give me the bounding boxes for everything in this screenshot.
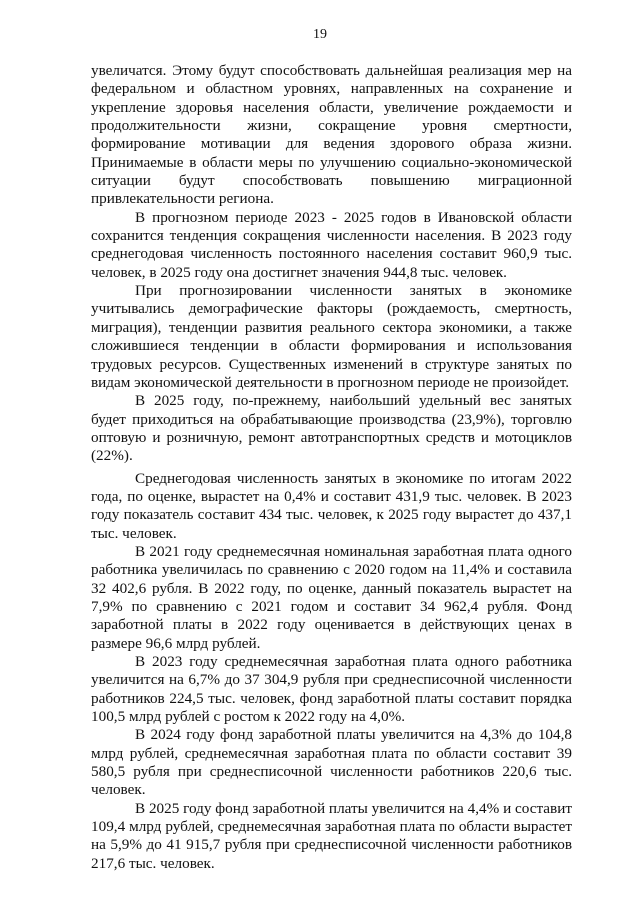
paragraph-wages-2021-2022: В 2021 году среднемесячная номинальная заработная плата одного работника увеличилась по сравнению с 2020 годом на 11,4% и составила 32 402,6 рубля. В 2022 году, по оценке, данный показатель вырастет на 7,9% по сравнению с 2021 годом и составит 34 962,4 рубля. Фонд заработной платы в 2022 году оценивается в действующих ценах в размере 96,6 млрд рублей.: [91, 542, 572, 652]
document-body: [91, 62, 572, 873]
paragraph-continuation: увеличатся. Этому будут способствовать дальнейшая реализация мер на федеральном и областном уровнях, направленных на сохранение и укрепление здоровья населения области, увеличение рождаемости и продолжительности жизни, сокращение уровня смертности, формирование мотивации для ведения здорового образа жизни. Принимаемые в области меры по улучшению социально-экономической ситуации будут способствовать повышению миграционной привлекательности региона.: [91, 62, 572, 208]
paragraph-employment-factors: При прогнозировании численности занятых в экономике учитывались демографические факторы (рождаемость, смертность, миграция), тенденции развития реального сектора экономики, а также сложившиеся тенденции в области формирования и использования трудовых ресурсов. Существенных изменений в структуре занятых по видам экономической деятельности в прогнозном периоде не произойдет.: [91, 282, 572, 391]
paragraph-wages-2024: В 2024 году фонд заработной платы увеличится на 4,3% до 104,8 млрд рублей, среднемесячная заработная плата по области составит 39 580,5 рубля при среднесписочной численности работников 220,6 тыс. человек.: [91, 726, 572, 799]
paragraph-employment-numbers: Среднегодовая численность занятых в экономике по итогам 2022 года, по оценке, вырастет на 0,4% и составит 431,9 тыс. человек. В 2023 году показатель составит 434 тыс. человек, к 2025 году вырастет до 437,1 тыс. человек.: [91, 469, 572, 542]
paragraph-wages-2025: В 2025 году фонд заработной платы увеличится на 4,4% и составит 109,4 млрд рублей, среднемесячная заработная плата по области вырастет на 5,9% до 41 915,7 рубля при среднесписочной численности работников 217,6 тыс. человек.: [91, 799, 572, 872]
paragraph-wages-2023: В 2023 году среднемесячная заработная плата одного работника увеличится на 6,7% до 37 304,9 рубля при среднесписочной численности работников 224,5 тыс. человек, фонд заработной платы составит порядка 100,5 млрд рублей с ростом к 2022 году на 4,0%.: [91, 653, 572, 726]
page-number: 19: [313, 27, 327, 42]
paragraph-population-forecast: В прогнозном периоде 2023 - 2025 годов в Ивановской области сохранится тенденция сокращения численности населения. В 2023 году среднегодовая численность постоянного населения составит 960,9 тыс. человек, в 2025 году она достигнет значения 944,8 тыс. человек.: [91, 208, 572, 281]
paragraph-employment-structure: В 2025 году, по-прежнему, наибольший удельный вес занятых будет приходиться на обрабатывающие производства (23,9%), торговлю оптовую и розничную, ремонт автотранспортных средств и мотоциклов (22%).: [91, 392, 572, 465]
